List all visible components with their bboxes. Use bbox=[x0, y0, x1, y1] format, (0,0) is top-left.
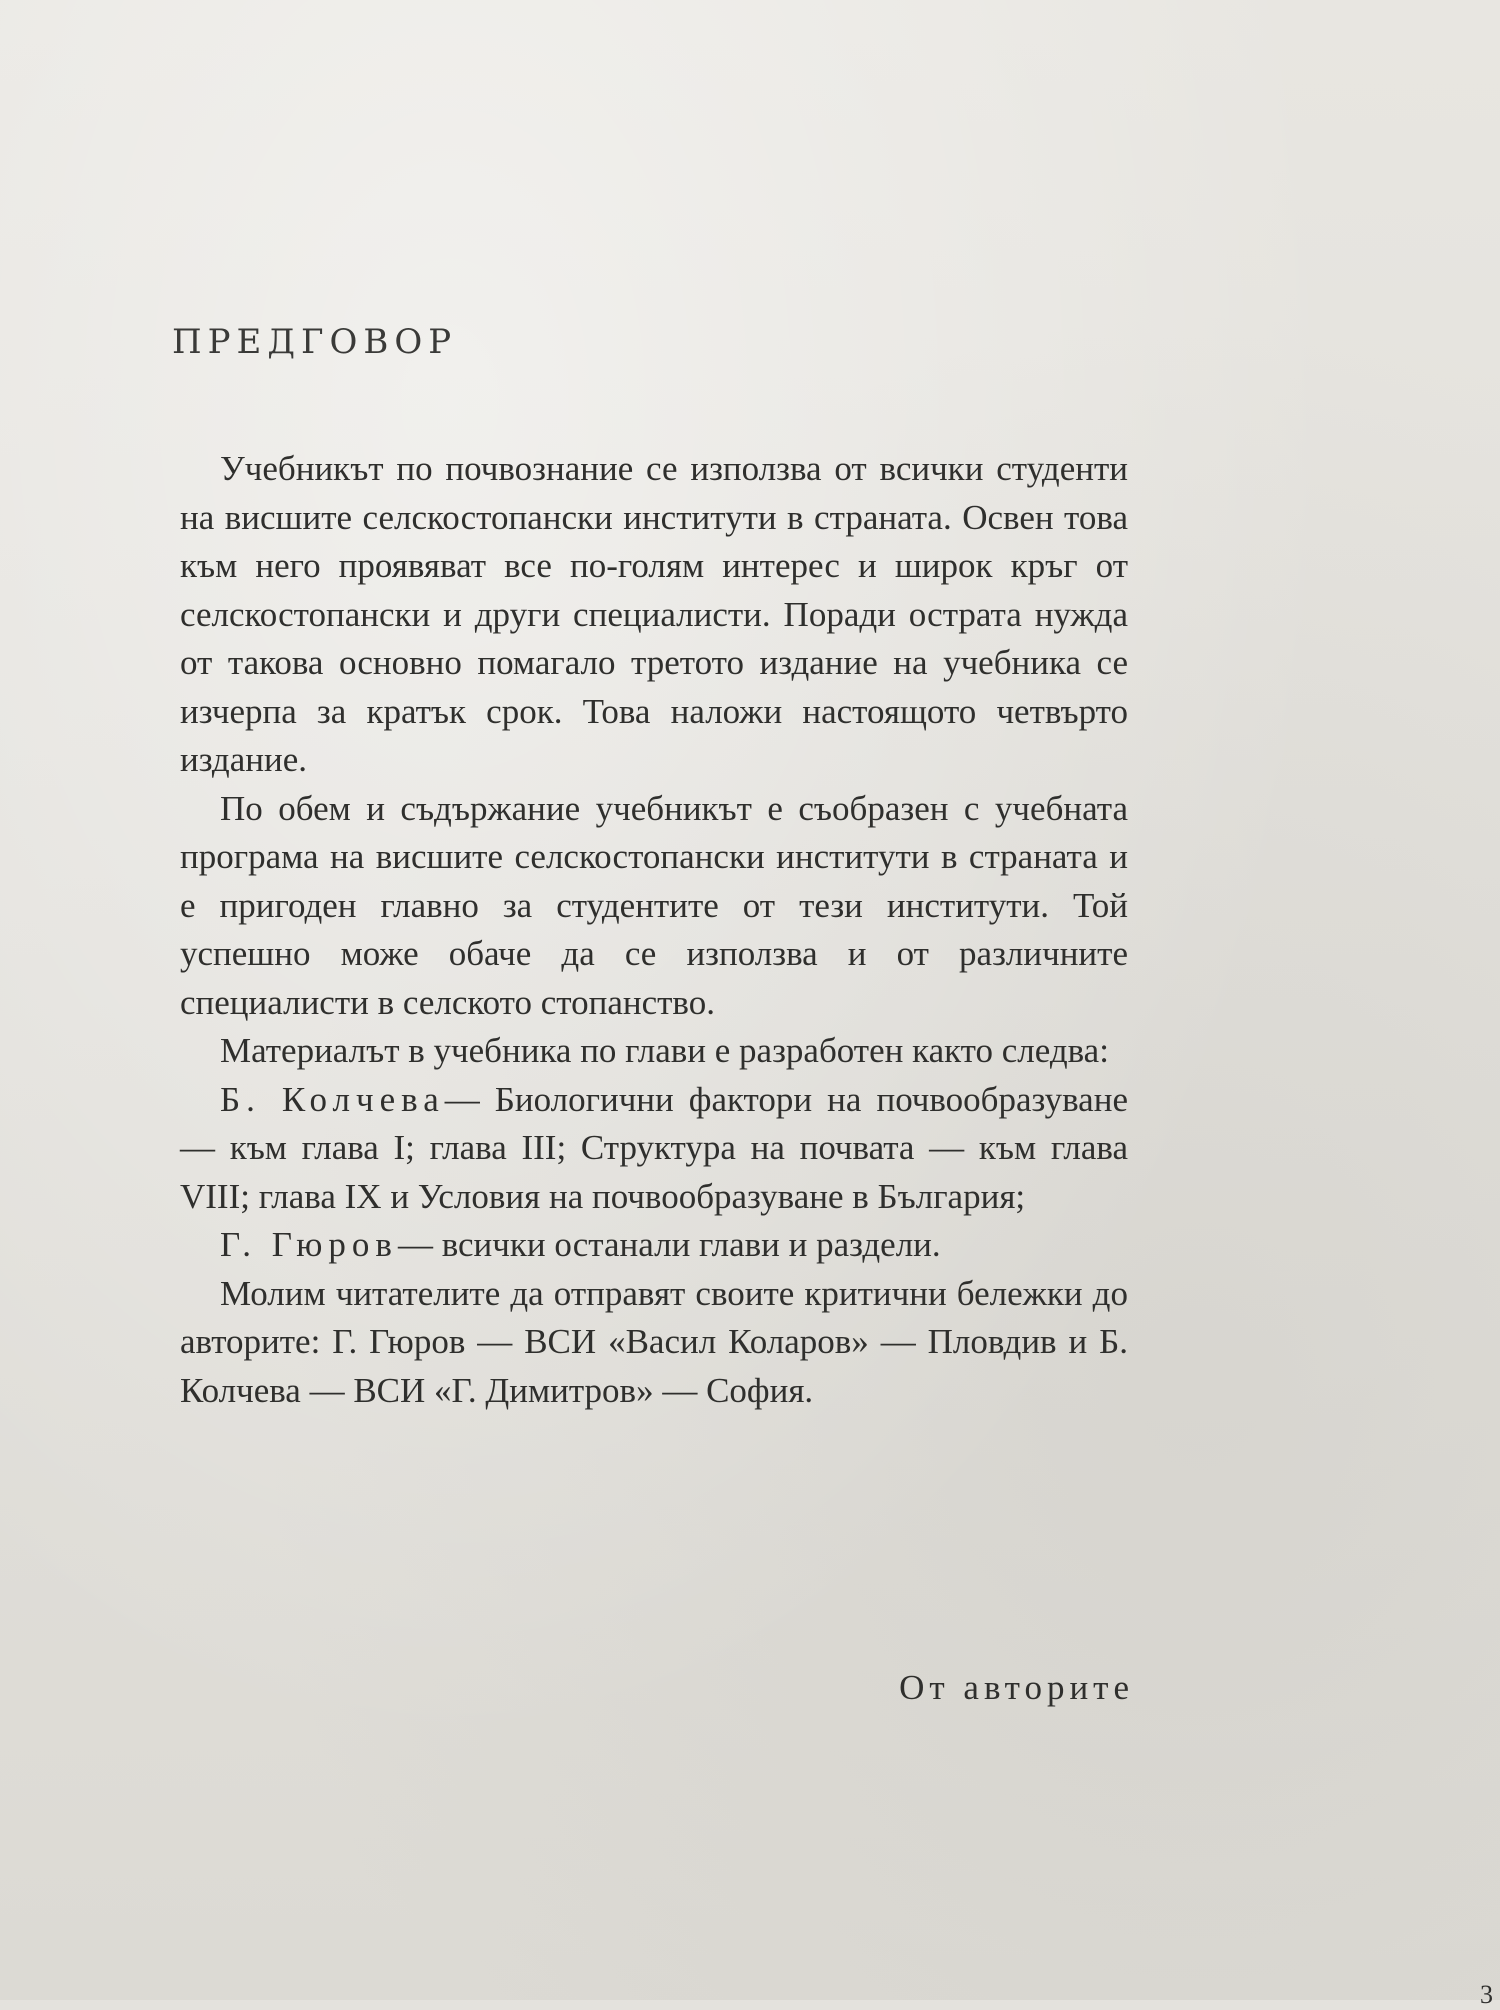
preface-body bbox=[180, 445, 1128, 1415]
paragraph-2: По обем и съдържание учебникът е съобразен с учебната програма на висшите селскостопански институти в страната и е пригоден главно за студентите от тези институти. Той успешно може обаче да се използва и от различните специалисти в селското стопанство. bbox=[180, 788, 1128, 1022]
contribution-gyurov bbox=[180, 1221, 1128, 1270]
closing-paragraph: Молим читателите да отправят своите критични бележки до авторите: Г. Гюров — ВСИ «Васил Коларов» — Пловдив и Б. Колчева — ВСИ «Г. Димитров» — София. bbox=[180, 1273, 1128, 1410]
author-name: Г. Гюров bbox=[220, 1225, 398, 1264]
contribution-text: — Биологични фактори на почвообразуване — към глава I; глава III; Структура на почвата — към глава VIII; глава IX и Условия на почвообразуване в България; bbox=[180, 1079, 1128, 1216]
contribution-kolcheva bbox=[180, 1076, 1128, 1222]
paragraph-3: Материалът в учебника по глави е разработен както следва: bbox=[220, 1031, 1109, 1070]
signature: От авторите bbox=[899, 1668, 1134, 1707]
page-number: 3 bbox=[1480, 1980, 1493, 2009]
paragraph-1: Учебникът по почвознание се използва от всички студенти на висшите селскостопански институти в страната. Освен това към него проявяват все по-голям интерес и широк кръг от селскостопански и други специалисти. Поради острата нужда от такова основно помагало третото издание на учебника се изчерпа за кратък срок. Това наложи настоящото четвърто издание. bbox=[180, 449, 1128, 779]
author-name: Б. Колчева bbox=[220, 1079, 445, 1119]
page-title: ПРЕДГОВОР bbox=[172, 322, 458, 362]
contribution-text: — всички останали глави и раздели. bbox=[397, 1225, 941, 1264]
